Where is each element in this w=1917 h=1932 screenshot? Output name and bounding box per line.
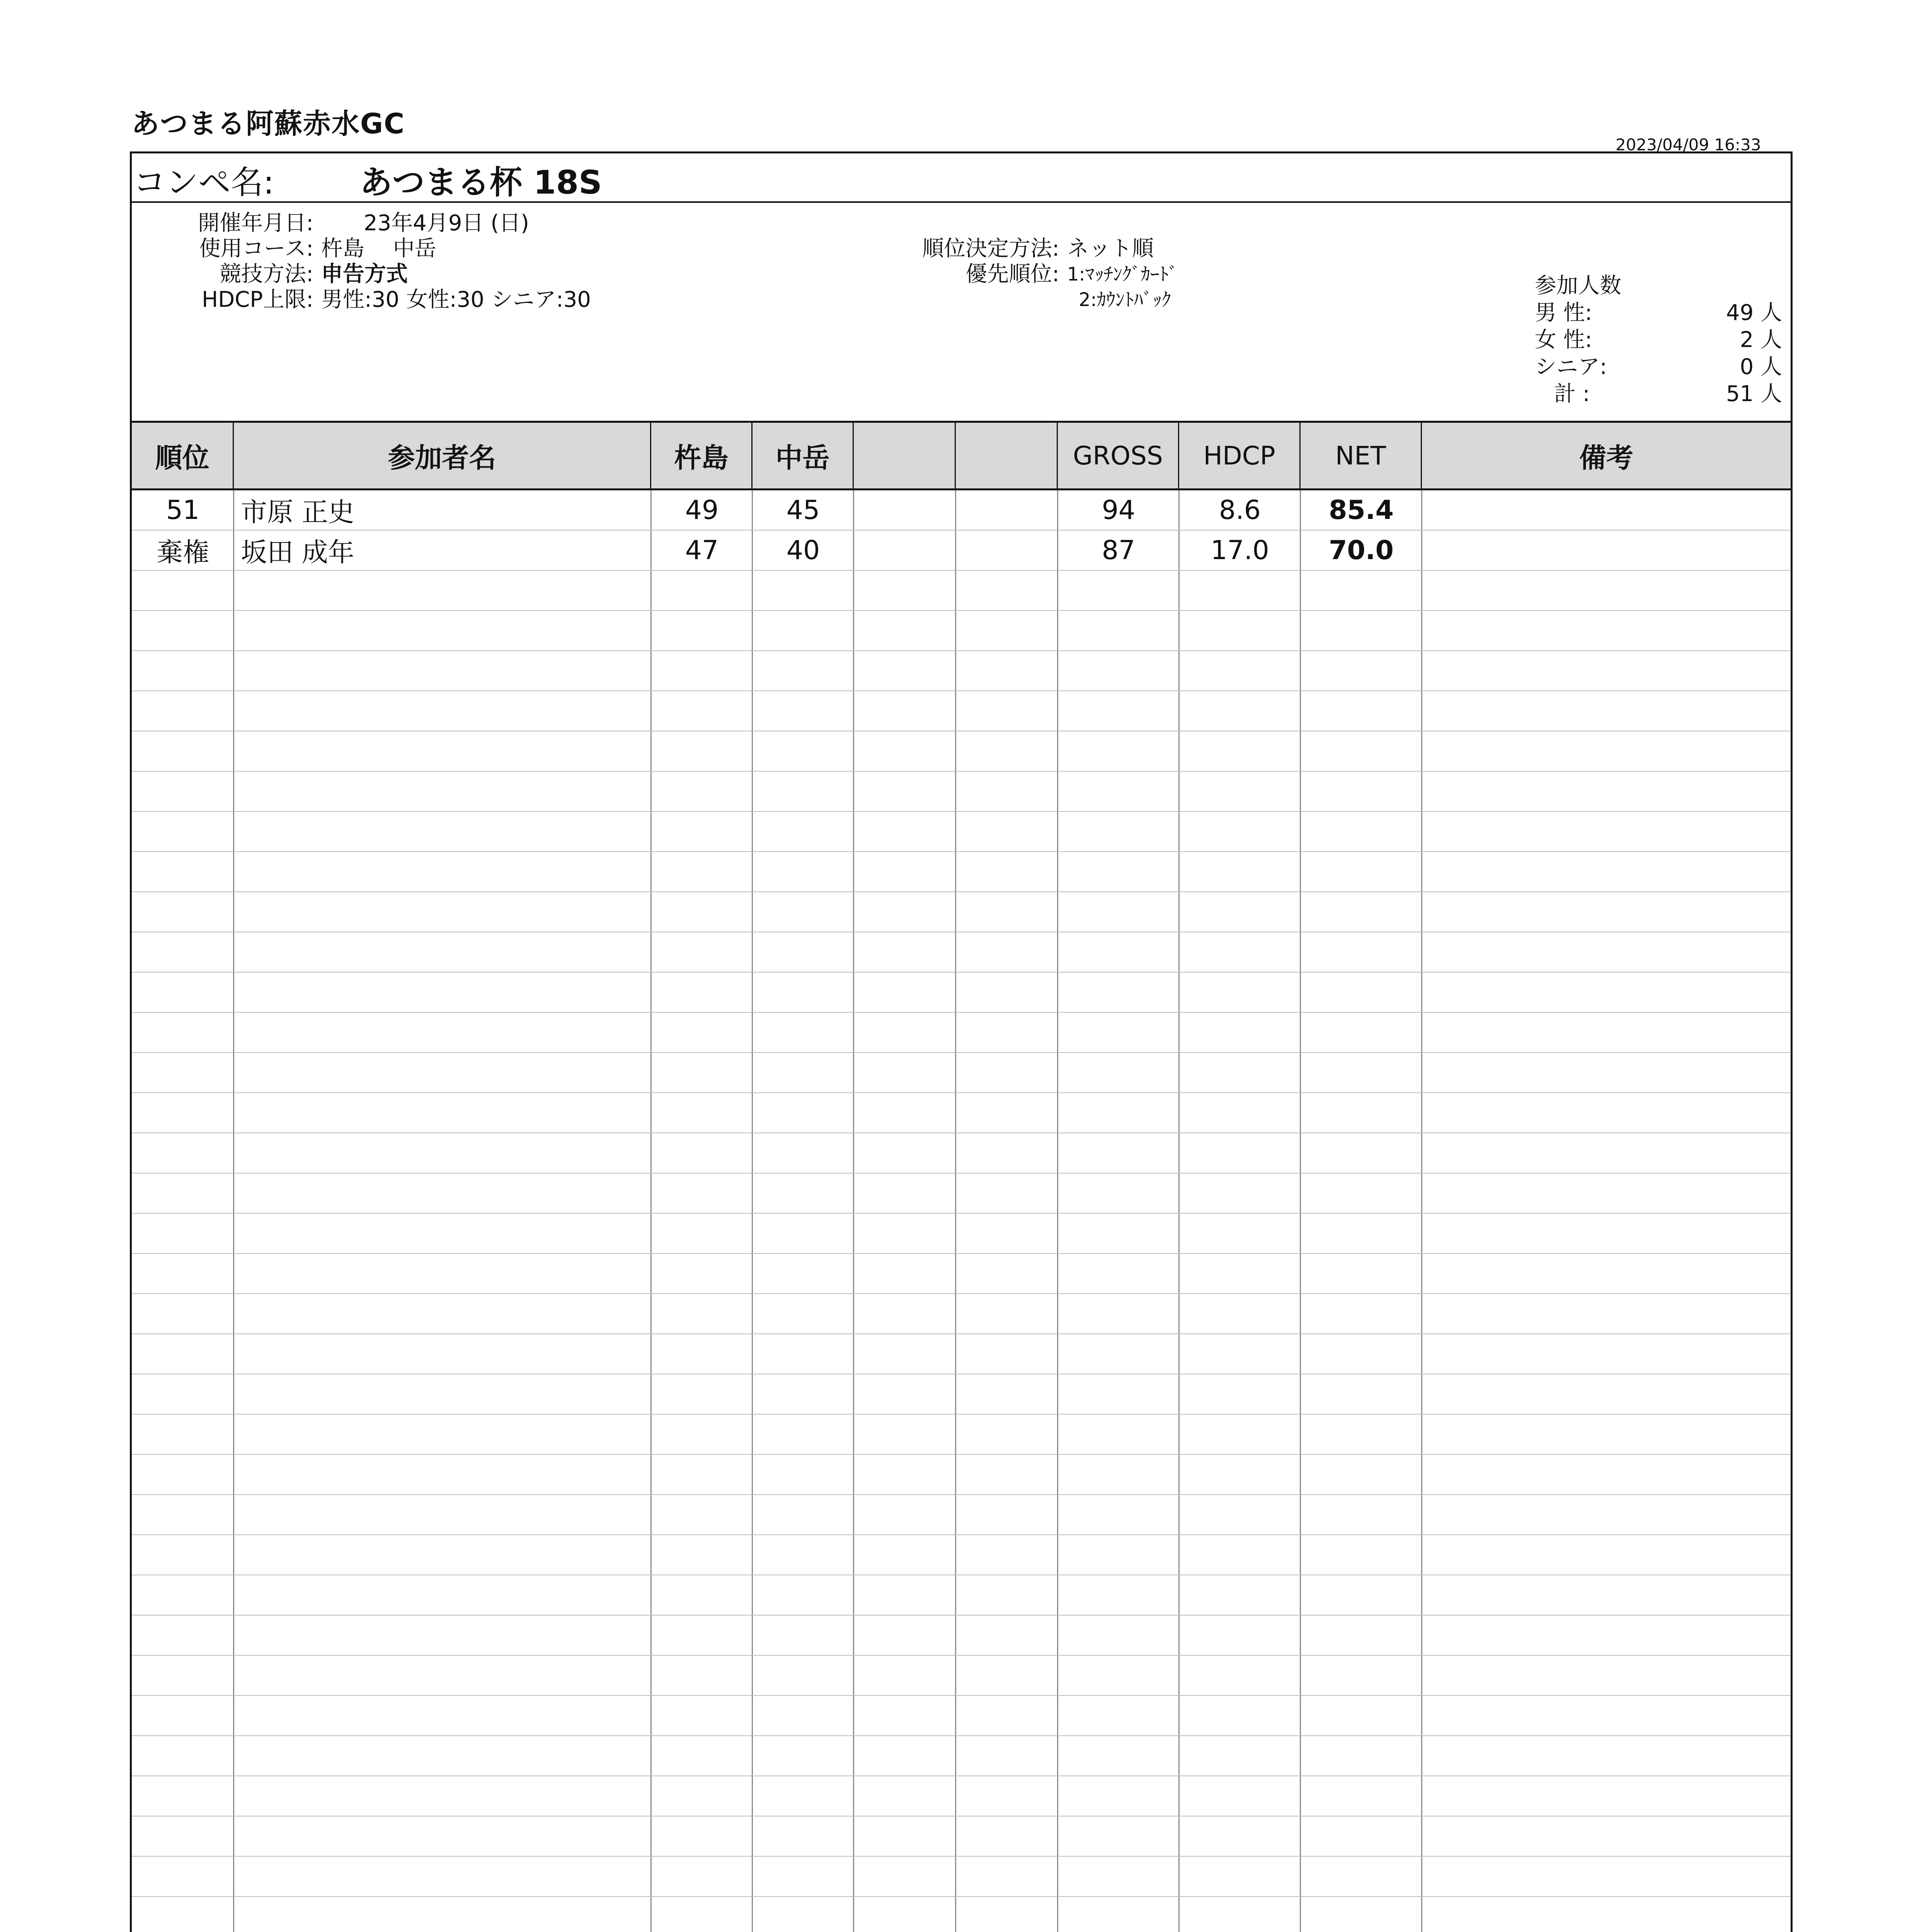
male-label: 男 性: (1535, 300, 1592, 325)
female-count: 2 人 (1740, 327, 1782, 352)
row-out: 47 (685, 535, 719, 566)
competition-info (132, 203, 1791, 421)
row-rank: 棄権 (156, 537, 209, 568)
col-hdcp: HDCP (1179, 423, 1301, 488)
empty-table-row (132, 1656, 1791, 1696)
total-label: 計 : (1554, 381, 1590, 406)
empty-table-row (132, 1214, 1791, 1254)
empty-table-row (132, 1575, 1791, 1616)
empty-table-row (132, 1776, 1791, 1816)
col-in: 中岳 (752, 423, 854, 488)
course-value: 杵島 中岳 (321, 236, 436, 261)
hdcp-value: 男性:30 女性:30 シニア:30 (321, 287, 591, 312)
empty-table-row (132, 731, 1791, 772)
empty-table-row (132, 1374, 1791, 1415)
empty-table-row (132, 1816, 1791, 1857)
senior-count: 0 人 (1740, 354, 1782, 379)
competition-label: コンペ名: (133, 163, 274, 201)
total-count: 51 人 (1726, 381, 1782, 406)
empty-table-row (132, 571, 1791, 611)
row-hdcp: 17.0 (1210, 535, 1269, 566)
empty-table-row (132, 812, 1791, 852)
row-gross: 94 (1102, 495, 1136, 526)
empty-table-row (132, 1334, 1791, 1374)
ranking-label: 順位決定方法: (922, 236, 1059, 261)
priority-1: 1:ﾏｯﾁﾝｸﾞｶｰﾄﾞ (1067, 264, 1178, 285)
row-gross: 87 (1102, 535, 1136, 566)
participants-title: 参加人数 (1535, 273, 1621, 298)
results-frame (130, 151, 1793, 1932)
competition-title-row (132, 153, 1791, 203)
empty-table-row (132, 852, 1791, 892)
col-net: NET (1301, 423, 1422, 488)
ranking-value: ネット順 (1067, 236, 1154, 261)
priority-2: 2:ｶｳﾝﾄﾊﾞｯｸ (1079, 289, 1171, 311)
empty-table-row (132, 1415, 1791, 1455)
empty-table-row (132, 932, 1791, 973)
empty-table-row (132, 651, 1791, 691)
col-note: 備考 (1579, 442, 1633, 474)
empty-table-row (132, 772, 1791, 812)
row-name: 坂田 成年 (241, 537, 354, 568)
table-row (132, 531, 1791, 571)
empty-table-row (132, 1495, 1791, 1535)
club-name: あつまる阿蘇赤水GC (131, 107, 405, 140)
empty-table-row (132, 1093, 1791, 1133)
empty-table-row (132, 1013, 1791, 1053)
competition-name: あつまる杯 18S (360, 163, 602, 201)
course-label: 使用コース: (199, 236, 313, 261)
col-name: 参加者名 (234, 423, 651, 488)
priority-label: 優先順位: (965, 262, 1059, 287)
table-row (132, 490, 1791, 531)
empty-table-row (132, 1535, 1791, 1575)
empty-table-row (132, 1294, 1791, 1334)
empty-table-row (132, 973, 1791, 1013)
empty-table-row (132, 1897, 1791, 1932)
empty-table-row (132, 892, 1791, 932)
empty-table-row (132, 1053, 1791, 1093)
row-net: 85.4 (1329, 495, 1394, 526)
method-value: 申告方式 (321, 262, 408, 287)
empty-table-row (132, 1857, 1791, 1897)
empty-table-row (132, 1696, 1791, 1736)
row-out: 49 (685, 495, 719, 526)
col-rank: 順位 (132, 423, 234, 488)
row-in: 40 (786, 535, 820, 566)
row-name: 市原 正史 (241, 497, 354, 528)
row-in: 45 (786, 495, 820, 526)
empty-table-row (132, 691, 1791, 731)
date-label: 開催年月日: (198, 211, 313, 236)
male-count: 49 人 (1726, 300, 1782, 325)
row-note (1422, 490, 1791, 530)
empty-table-row (132, 1455, 1791, 1495)
col-blank-2 (956, 423, 1058, 488)
print-datetime: 2023/04/09 16:33 (1616, 135, 1761, 154)
empty-table-row (132, 1173, 1791, 1214)
empty-table-row (132, 1254, 1791, 1294)
date-value: 23年4月9日 (日) (364, 211, 529, 236)
table-header (132, 421, 1791, 490)
method-label: 競技方法: (220, 262, 313, 287)
empty-table-row (132, 611, 1791, 651)
empty-table-row (132, 1616, 1791, 1656)
row-note (1422, 531, 1791, 570)
col-blank-1 (854, 423, 956, 488)
col-out: 杵島 (651, 423, 752, 488)
col-gross: GROSS (1058, 423, 1179, 488)
senior-label: シニア: (1535, 354, 1607, 379)
female-label: 女 性: (1535, 327, 1592, 352)
row-net: 70.0 (1329, 535, 1394, 566)
table-body (132, 490, 1791, 1932)
empty-table-row (132, 1133, 1791, 1173)
row-hdcp: 8.6 (1219, 495, 1261, 526)
hdcp-label: HDCP上限: (202, 287, 313, 312)
row-rank: 51 (166, 495, 200, 526)
empty-table-row (132, 1736, 1791, 1776)
